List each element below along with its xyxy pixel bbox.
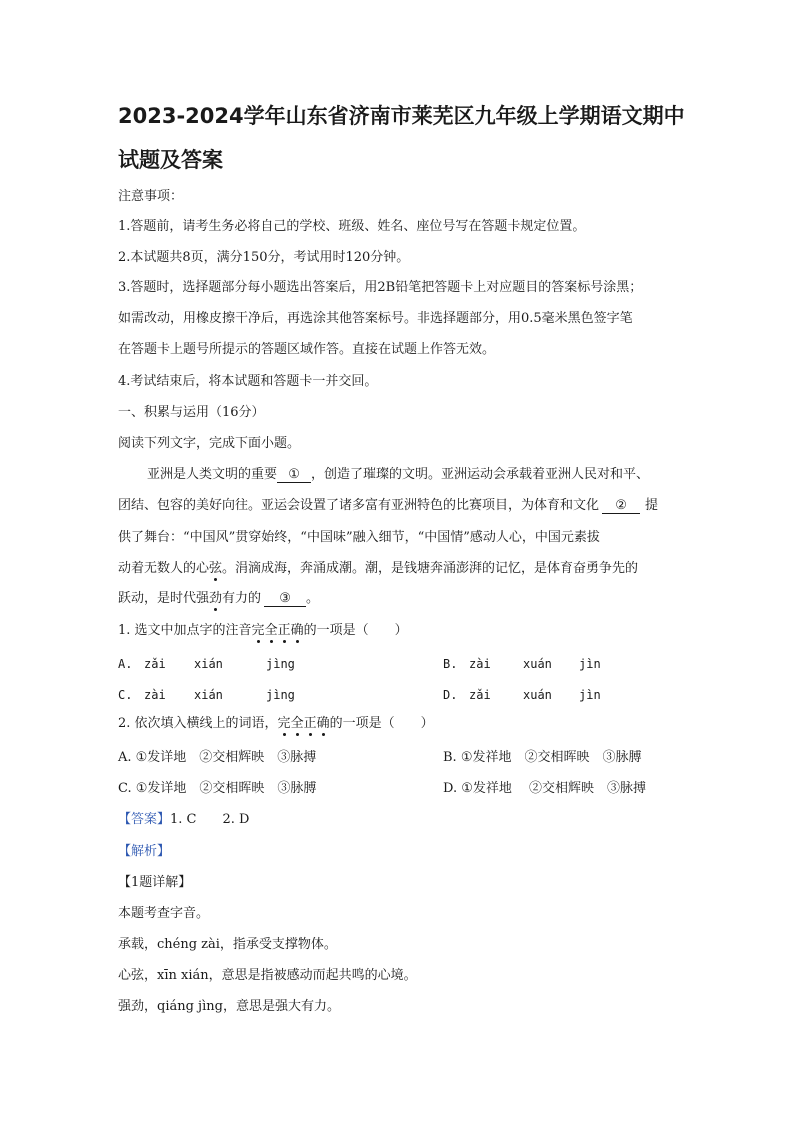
reading-instruction: 阅读下列文字，完成下面小题。 xyxy=(118,436,301,451)
passage-text: 亚洲是人类文明的重要 xyxy=(147,467,278,482)
passage-line-5 xyxy=(118,591,319,607)
q1-option-b xyxy=(443,656,601,672)
option-pinyin: jìng xyxy=(266,657,295,671)
passage-text: 跃动，是时代强 xyxy=(118,591,210,606)
detail-line-1: 本题考查字音。 xyxy=(118,906,210,921)
q1-option-a xyxy=(118,656,295,672)
question-1-stem xyxy=(118,623,408,639)
blank-3: ③ xyxy=(264,592,306,607)
option-pinyin: xuán xyxy=(523,688,552,702)
notice-item-3c: 在答题卡上题号所提示的答题区域作答。直接在试题上作答无效。 xyxy=(118,342,496,357)
passage-text: 动着无数人的心 xyxy=(118,561,210,576)
q1-option-d xyxy=(443,687,601,703)
dotted-char: 完 xyxy=(251,623,265,638)
notice-item-3a: 3.答题时，选择题部分每小题选出答案后，用2B铅笔把答题卡上对应题目的答案标号涂黑； xyxy=(118,280,643,295)
dotted-phrase xyxy=(252,623,304,638)
option-pinyin: xián xyxy=(194,657,223,671)
dotted-char: 弦 xyxy=(209,561,223,576)
option-pinyin: zài xyxy=(469,657,491,671)
option-pinyin: jìn xyxy=(579,657,601,671)
passage-line-2 xyxy=(118,498,658,514)
notice-item-3b: 如需改动，用橡皮擦干净后，再选涂其他答案标号。非选择题部分，用0.5毫米黑色签字笔 xyxy=(118,311,633,326)
q2-option-d: D. ①发祥地 ②交相辉映 ③脉搏 xyxy=(443,781,647,796)
page-title-line1: 2023-2024学年山东省济南市莱芜区九年级上学期语文期中 xyxy=(118,104,685,128)
detail-line-4: 强劲，qiáng jìng，意思是强大有力。 xyxy=(118,999,340,1014)
option-pinyin: jìng xyxy=(266,688,295,702)
dotted-char: 劲 xyxy=(209,591,223,606)
blank-1: ① xyxy=(277,468,311,483)
dotted-char: 全 xyxy=(290,716,304,731)
dotted-char: 正 xyxy=(277,623,291,638)
dotted-char: 完 xyxy=(277,716,291,731)
passage-text: ，创造了璀璨的文明。亚洲运动会承载着亚洲人民对和平、 xyxy=(311,467,650,482)
option-letter: A. xyxy=(118,657,133,671)
passage-line-1 xyxy=(147,467,649,483)
q2-option-c: C. ①发详地 ②交相晖映 ③脉膊 xyxy=(118,781,317,796)
answer-text: 1. C 2. D xyxy=(170,812,250,827)
dotted-char: 全 xyxy=(264,623,278,638)
blank-2: ② xyxy=(602,499,640,514)
passage-text: 团结、包容的美好向往。亚运会设置了诸多富有亚洲特色的比赛项目，为体育和文化 xyxy=(118,498,600,513)
passage-text: 有力的 xyxy=(222,591,262,606)
option-letter: B. xyxy=(443,657,458,671)
q2-option-b: B. ①发祥地 ②交相晖映 ③脉膊 xyxy=(443,750,642,765)
passage-text: 提 xyxy=(645,498,659,513)
detail-line-2: 承载，chéng zài，指承受支撑物体。 xyxy=(118,937,337,952)
option-pinyin: zài xyxy=(144,688,166,702)
analysis-tag: 【解析】 xyxy=(118,844,171,859)
option-pinyin: xuán xyxy=(523,657,552,671)
dotted-phrase xyxy=(278,716,330,731)
q1-detail-tag: 【1题详解】 xyxy=(118,875,192,890)
passage-text: 。涓滴成海，奔涌成潮。潮，是钱塘奔涌澎湃的记忆，是体育奋勇争先的 xyxy=(222,561,639,576)
q1-option-c xyxy=(118,687,295,703)
stem-text: 1. 选文中加点字的注音 xyxy=(118,623,252,638)
option-letter: C. xyxy=(118,688,133,702)
stem-text: 的一项是（ ） xyxy=(303,623,408,638)
answer-tag: 【答案】 xyxy=(118,812,171,827)
dotted-char: 确 xyxy=(316,716,330,731)
notice-item-1: 1.答题前，请考生务必将自己的学校、班级、姓名、座位号写在答题卡规定位置。 xyxy=(118,219,586,234)
passage-text: 。 xyxy=(306,591,320,606)
notice-item-2: 2.本试题共8页，满分150分，考试用时120分钟。 xyxy=(118,250,410,265)
stem-emphasis xyxy=(252,623,304,638)
notice-item-4: 4.考试结束后，将本试题和答题卡一并交回。 xyxy=(118,374,378,389)
passage-line-4 xyxy=(118,561,638,577)
answer-line xyxy=(118,812,249,828)
dotted-char: 正 xyxy=(303,716,317,731)
page-title-line2: 试题及答案 xyxy=(118,148,223,172)
option-pinyin: xián xyxy=(194,688,223,702)
dotted-char: 确 xyxy=(290,623,304,638)
option-letter: D. xyxy=(443,688,458,702)
option-pinyin: zǎi xyxy=(469,688,491,702)
passage-line-3: 供了舞台：“中国风”贯穿始终，“中国味”融入细节，“中国情”感动人心，中国元素拔 xyxy=(118,530,600,545)
question-2-stem xyxy=(118,716,434,732)
option-pinyin: jìn xyxy=(579,688,601,702)
section-heading: 一、积累与运用（16分） xyxy=(118,405,265,420)
notice-heading: 注意事项： xyxy=(118,189,184,204)
option-pinyin: zǎi xyxy=(144,657,166,671)
stem-text: 2. 依次填入横线上的词语， xyxy=(118,716,278,731)
detail-line-3: 心弦，xīn xián，意思是指被感动而起共鸣的心境。 xyxy=(118,968,417,983)
q2-option-a: A. ①发详地 ②交相辉映 ③脉搏 xyxy=(118,750,317,765)
stem-text: 的一项是（ ） xyxy=(329,716,434,731)
